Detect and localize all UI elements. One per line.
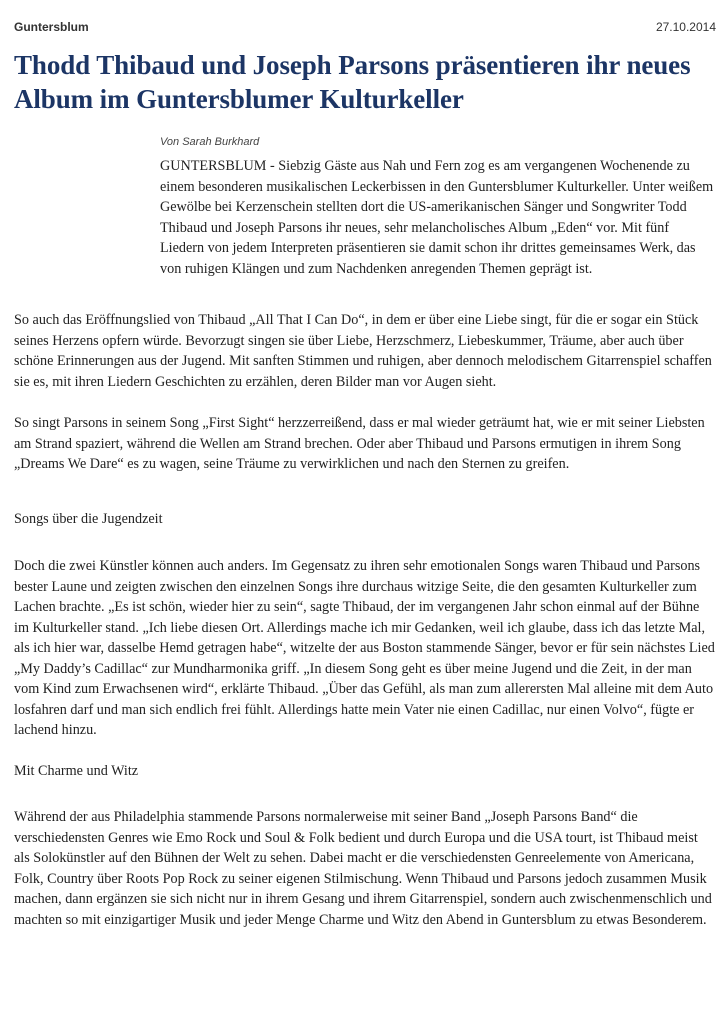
- location-label: Guntersblum: [14, 20, 89, 34]
- publish-date: 27.10.2014: [655, 20, 716, 34]
- subheading-youth-songs: Songs über die Jugendzeit: [14, 510, 163, 527]
- article-meta: [14, 0, 716, 36]
- article-headline: Thodd Thibaud und Joseph Parsons präsentieren ihr neues Album im Guntersblumer Kulturkeller: [14, 50, 691, 114]
- body-paragraph-4: Während der aus Philadelphia stammende Parsons normalerweise mit seiner Band „Joseph Parsons Band“ die verschiedensten Genres wie Emo Rock und Soul & Folk bedient und durch Europa und die USA tourt, ist Thibaud meist als Solokünstler auf den Bühnen der Welt zu sehen. Dabei macht er die verschiedensten Genreelemente von Americana, Folk, Country über Roots Pop Rock zu seiner eigenen Stilmischung. Wenn Thibaud und Parsons jedoch zusammen Musik machen, dann ergänzen sie sich nicht nur in ihrem Gesang und ihrem Gitarrenspiel, sondern auch zwischenmenschlich und machten so mit einzigartiger Musik und jeder Menge Charme und Witz den Abend in Guntersblum zu etwas Besonderem.: [14, 809, 712, 928]
- subheading-charm-wit: Mit Charme und Witz: [14, 762, 139, 779]
- author-byline: Von Sarah Burkhard: [160, 136, 260, 148]
- body-paragraph-2: So singt Parsons in seinem Song „First Sight“ herzzerreißend, dass er mal wieder geträumt hat, wie er mit seiner Liebsten am Strand spaziert, während die Wellen am Strand brechen. Oder aber Thibaud und Parsons ermutigen in ihrem Song „Dreams We Dare“ es zu wagen, seine Träume zu verwirklichen und nach den Sternen zu greifen.: [14, 415, 705, 472]
- lead-paragraph: GUNTERSBLUM - Siebzig Gäste aus Nah und Fern zog es am vergangenen Wochenende zu einem besonderen musikalischen Leckerbissen in den Guntersblumer Kulturkeller. Unter weißem Gewölbe bei Kerzenschein stellten dort die US-amerikanischen Sänger und Songwriter Todd Thibaud und Joseph Parsons ihr neues, sehr melancholisches Album „Eden“ vor. Mit fünf Liedern von jedem Interpreten präsentieren sie damit schon ihr drittes gemeinsames Werk, das von ruhigen Klängen und zum Nachdenken anregenden Themen geprägt ist.: [160, 158, 714, 277]
- body-paragraph-3: Doch die zwei Künstler können auch anders. Im Gegensatz zu ihren sehr emotionalen Songs waren Thibaud und Parsons bester Laune und zeigten zwischen den einzelnen Songs ihre durchaus witzige Seite, die den gesamten Kulturkeller zum Lachen brachte. „Es ist schön, wieder hier zu sein“, sagte Thibaud, der im vergangenen Jahr schon einmal auf der Bühne im Kulturkeller stand. „Ich liebe diesen Ort. Allerdings mache ich mir Gedanken, weil ich glaube, dass ich das letzte Mal, als ich hier war, dasselbe Hemd getragen habe“, witzelte der aus Boston stammende Sänger, bevor er für sein nächstes Lied „My Daddy’s Cadillac“ zur Mundharmonika griff. „In diesem Song geht es über meine Jugend und die Zeit, in der man vom Kind zum Erwachsenen wird“, erklärte Thibaud. „Über das Gefühl, als man zum allerersten Mal alleine mit dem Auto losfahren darf und man sich endlich frei fühlt. Allerdings hatte mein Vater nie einen Cadillac, nur einen Volvo“, fügte er lachend hinzu.: [14, 558, 715, 738]
- body-paragraph-1: So auch das Eröffnungslied von Thibaud „All That I Can Do“, in dem er über eine Liebe singt, für die er sogar ein Stück seines Herzens opfern würde. Bevorzugt singen sie über Liebe, Herzschmerz, Liebeskummer, Träume, aber auch über schöne Erinnerungen aus der Jugend. Mit sanften Stimmen und ruhigen, aber dennoch melodischem Gitarrenspiel schaffen sie es, mit ihren Liedern Geschichten zu erzählen, deren Bilder man vor Augen sieht.: [14, 312, 712, 390]
- article: [14, 0, 716, 930]
